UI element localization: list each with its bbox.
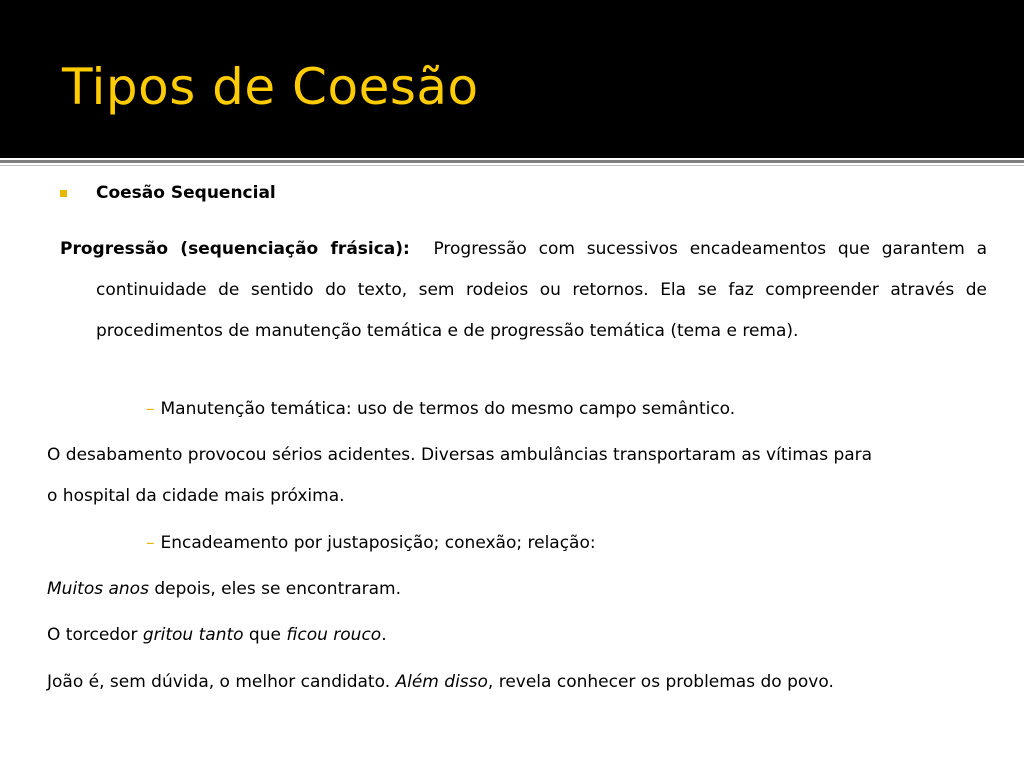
example-line: [47, 577, 401, 601]
example-text: .: [381, 625, 387, 645]
example-text: que: [243, 625, 287, 645]
definition-label: Progressão (sequenciação frásica):: [60, 239, 410, 259]
slide-title: Tipos de Coesão: [62, 58, 479, 116]
example-text: depois, eles se encontraram.: [148, 579, 402, 599]
sub-bullet-manutencao: [146, 397, 735, 421]
example-italic: gritou tanto: [142, 625, 244, 645]
definition-text: Progressão com sucessivos encadeamentos que garantem a continuidade de sentido do texto, sem rodeios ou retornos. Ela se faz compreender através de procedimentos de manutenção temática e de progressão temática (tema e rema).: [96, 239, 987, 341]
sub-bullet-encadeamento: [146, 531, 596, 555]
dash-bullet-icon: –: [146, 399, 155, 419]
example-text: O torcedor: [47, 625, 143, 645]
example-line: O desabamento provocou sérios acidentes. Diversas ambulâncias transportaram as vítimas para: [47, 445, 873, 465]
example-italic: Além disso: [395, 672, 488, 692]
example-italic: ficou rouco: [286, 625, 382, 645]
definition-paragraph: [60, 229, 987, 352]
sub-bullet-text: Manutenção temática: uso de termos do mesmo campo semântico.: [160, 399, 736, 419]
example-italic: Muitos anos: [47, 579, 149, 599]
section-heading: Coesão Sequencial: [96, 183, 276, 203]
example-line: o hospital da cidade mais próxima.: [47, 486, 345, 506]
square-bullet-icon: [60, 190, 67, 197]
example-line: [47, 623, 387, 647]
example-line: [47, 670, 834, 694]
dash-bullet-icon: –: [146, 533, 155, 553]
example-text: , revela conhecer os problemas do povo.: [487, 672, 834, 692]
example-text: João é, sem dúvida, o melhor candidato.: [47, 672, 396, 692]
sub-bullet-text: Encadeamento por justaposição; conexão; relação:: [160, 533, 596, 553]
